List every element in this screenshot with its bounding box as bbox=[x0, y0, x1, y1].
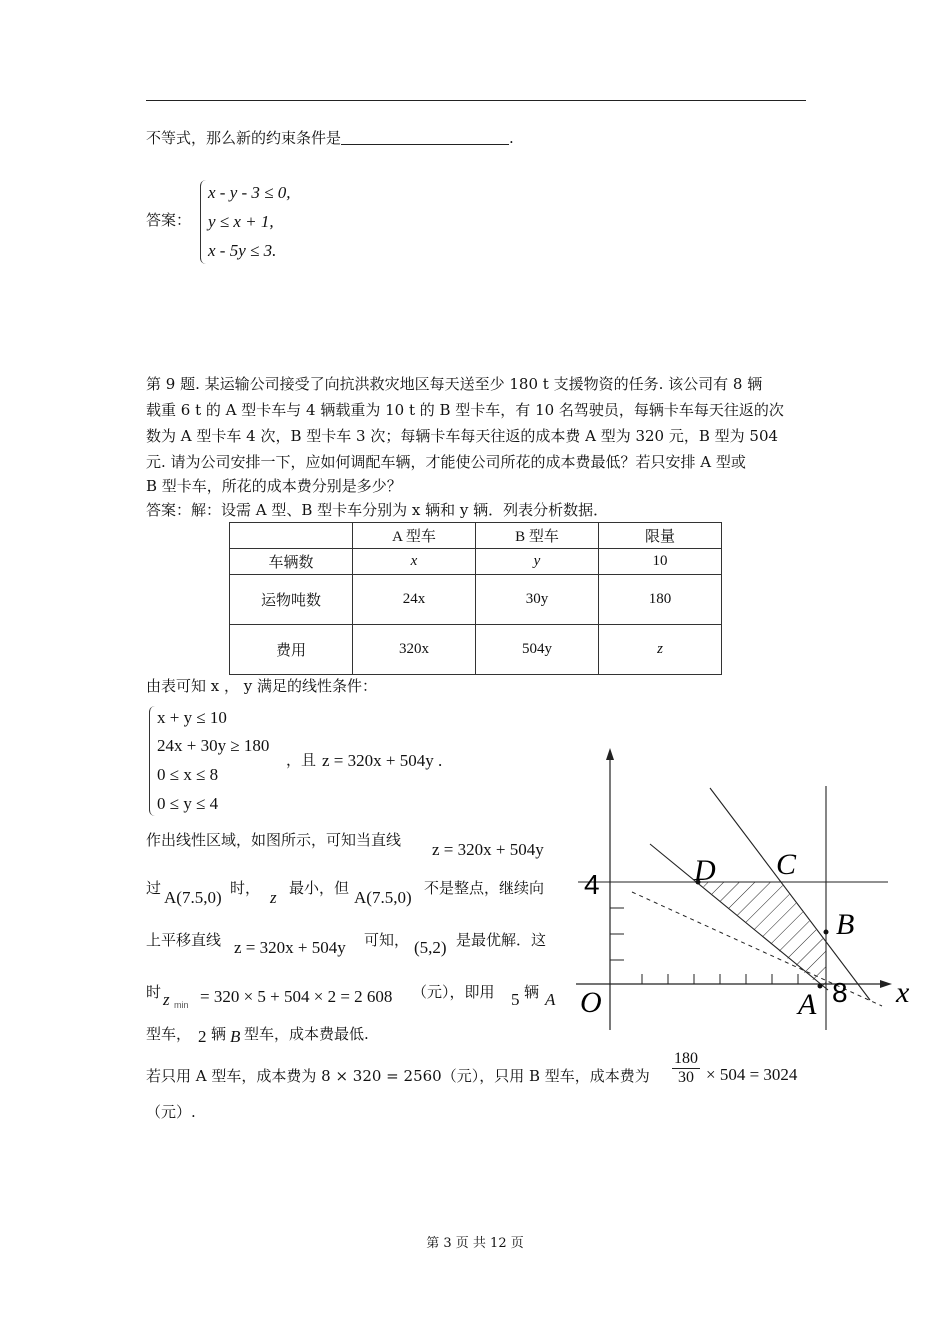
table-cell: x bbox=[353, 549, 476, 575]
y-ticks bbox=[610, 908, 624, 960]
para-text-1: 作出线性区域，如图所示，可知当直线 bbox=[146, 831, 402, 849]
para-line-eq-2: z = 320x + 504y bbox=[234, 938, 346, 957]
feasible-region bbox=[698, 882, 826, 986]
condition-intro: 由表可知 x ， y 满足的线性条件： bbox=[146, 677, 378, 695]
var-z-min: z bbox=[163, 990, 170, 1009]
para-text-8: 是最优解．这 bbox=[456, 931, 547, 949]
table-header-row bbox=[230, 523, 722, 549]
fraction-numerator: 180 bbox=[674, 1050, 698, 1067]
optimal-point: (5,2) bbox=[414, 938, 447, 957]
final-text-b: × 504 = 3024 bbox=[706, 1065, 798, 1084]
para-text-3: 时， bbox=[230, 879, 261, 897]
problem-line-1: 第 9 题. 某运输公司接受了向抗洪救灾地区每天送至少 180 t 支援物资的任务. 该公司有 8 辆 bbox=[146, 375, 763, 393]
prev-question-text: 不等式，那么新的约束条件是 bbox=[146, 129, 342, 147]
table-cell: 24x bbox=[353, 575, 476, 625]
y-axis-arrow bbox=[606, 748, 614, 760]
objective: z = 320x + 504y . bbox=[322, 751, 443, 770]
page-footer: 第 3 页 共 12 页 bbox=[426, 1236, 524, 1251]
system-brace bbox=[200, 180, 207, 264]
problem-line-2: 载重 6 t 的 A 型卡车与 4 辆载重为 10 t 的 B 型卡车，有 10 名驾驶员，每辆卡车每天往返的次 bbox=[146, 401, 784, 419]
para-text-6: 上平移直线 bbox=[146, 931, 222, 949]
count-a: 5 bbox=[511, 990, 520, 1009]
table-cell: z bbox=[599, 625, 722, 675]
label-c: C bbox=[776, 848, 797, 881]
x-axis-arrow bbox=[880, 980, 892, 988]
label-x-8: 8 bbox=[832, 977, 848, 1008]
problem-line-5: B 型卡车，所花的成本费分别是多少？ bbox=[146, 477, 402, 495]
fraction-denominator: 30 bbox=[678, 1069, 694, 1086]
table-cell: 运物吨数 bbox=[230, 575, 353, 625]
objective-prefix: ，且 bbox=[286, 751, 317, 769]
fraction bbox=[672, 1050, 700, 1087]
para-text-13: 辆 bbox=[211, 1025, 227, 1043]
label-y-4: 4 bbox=[584, 869, 600, 900]
para-text-14: 型车，成本费最低. bbox=[244, 1025, 369, 1043]
table-cell: 10 bbox=[599, 549, 722, 575]
label-d: D bbox=[694, 854, 716, 887]
table-cell: 30y bbox=[476, 575, 599, 625]
count-b: 2 bbox=[198, 1027, 207, 1046]
table-header-cell: A 型车 bbox=[353, 523, 476, 549]
table-cell: 320x bbox=[353, 625, 476, 675]
problem-line-3: 数为 A 型卡车 4 次，B 型卡车 3 次；每辆卡车每天往返的成本费 A 型为 320 元，B 型为 504 bbox=[146, 427, 779, 445]
point-a-2: A(7.5,0) bbox=[354, 888, 412, 907]
table-cell: 费用 bbox=[230, 625, 353, 675]
para-text-2: 过 bbox=[146, 879, 162, 897]
label-x-axis: x bbox=[896, 976, 910, 1009]
subscript-min: min bbox=[174, 1000, 189, 1010]
table-row bbox=[230, 575, 722, 625]
type-b: B bbox=[230, 1027, 241, 1046]
para-text-11: 辆 bbox=[524, 983, 540, 1001]
feasible-region-graph bbox=[570, 740, 930, 1040]
var-z-1: z bbox=[270, 888, 277, 907]
prev-constraint-2: y ≤ x + 1, bbox=[208, 212, 274, 231]
constraints-brace bbox=[149, 706, 156, 816]
table-header-cell: 限量 bbox=[599, 523, 722, 549]
table-header-cell bbox=[230, 523, 353, 549]
x-ticks bbox=[642, 974, 798, 984]
constraint-2: 24x + 30y ≥ 180 bbox=[157, 736, 270, 755]
point-a-1: A(7.5,0) bbox=[164, 888, 222, 907]
label-a: A bbox=[798, 988, 817, 1021]
final-line bbox=[146, 1066, 650, 1086]
answer-blank bbox=[341, 128, 509, 145]
type-a: A bbox=[545, 990, 556, 1009]
prev-constraint-1: x - y - 3 ≤ 0, bbox=[208, 183, 291, 202]
table-cell: 504y bbox=[476, 625, 599, 675]
table-cell: 180 bbox=[599, 575, 722, 625]
constraint-3: 0 ≤ x ≤ 8 bbox=[157, 765, 219, 784]
answer-label: 答案： bbox=[146, 211, 192, 229]
table-cell: 车辆数 bbox=[230, 549, 353, 575]
final-text-a: 若只用 A 型车，成本费为 8 × 320 = 2560（元），只用 B 型车，成本费为 bbox=[146, 1067, 650, 1085]
table-row bbox=[230, 625, 722, 675]
table-row bbox=[230, 549, 722, 575]
constraint-4: 0 ≤ y ≤ 4 bbox=[157, 794, 219, 813]
final-fraction bbox=[672, 1050, 700, 1087]
point-a bbox=[818, 984, 823, 989]
para-text-5: 不是整点，继续向 bbox=[424, 879, 545, 897]
prev-constraint-3: x - 5y ≤ 3. bbox=[208, 241, 277, 260]
point-b bbox=[824, 930, 829, 935]
table-header-cell: B 型车 bbox=[476, 523, 599, 549]
table-cell: y bbox=[476, 549, 599, 575]
para-text-9: 时 bbox=[146, 983, 162, 1001]
min-cost-calc: = 320 × 5 + 504 × 2 = 2 608 bbox=[200, 987, 393, 1006]
para-text-7: 可知， bbox=[364, 931, 410, 949]
prev-question-line bbox=[146, 128, 514, 148]
para-text-12: 型车， bbox=[146, 1025, 192, 1043]
data-table bbox=[229, 522, 722, 675]
answer-intro: 答案：解：设需 A 型、B 型卡车分别为 x 辆和 y 辆．列表分析数据． bbox=[146, 501, 609, 519]
final-end: （元）. bbox=[146, 1103, 196, 1121]
constraint-1: x + y ≤ 10 bbox=[157, 708, 227, 727]
header-rule bbox=[146, 100, 806, 101]
para-text-10: （元），即用 bbox=[412, 983, 495, 1001]
para-text-4: 最小，但 bbox=[289, 879, 350, 897]
period: . bbox=[509, 129, 514, 147]
problem-line-4: 元. 请为公司安排一下，应如何调配车辆，才能使公司所花的成本费最低？若只安排 A 型或 bbox=[146, 453, 746, 471]
label-b: B bbox=[836, 908, 855, 941]
para-line-eq-1: z = 320x + 504y bbox=[432, 840, 544, 859]
label-origin: O bbox=[580, 986, 602, 1019]
